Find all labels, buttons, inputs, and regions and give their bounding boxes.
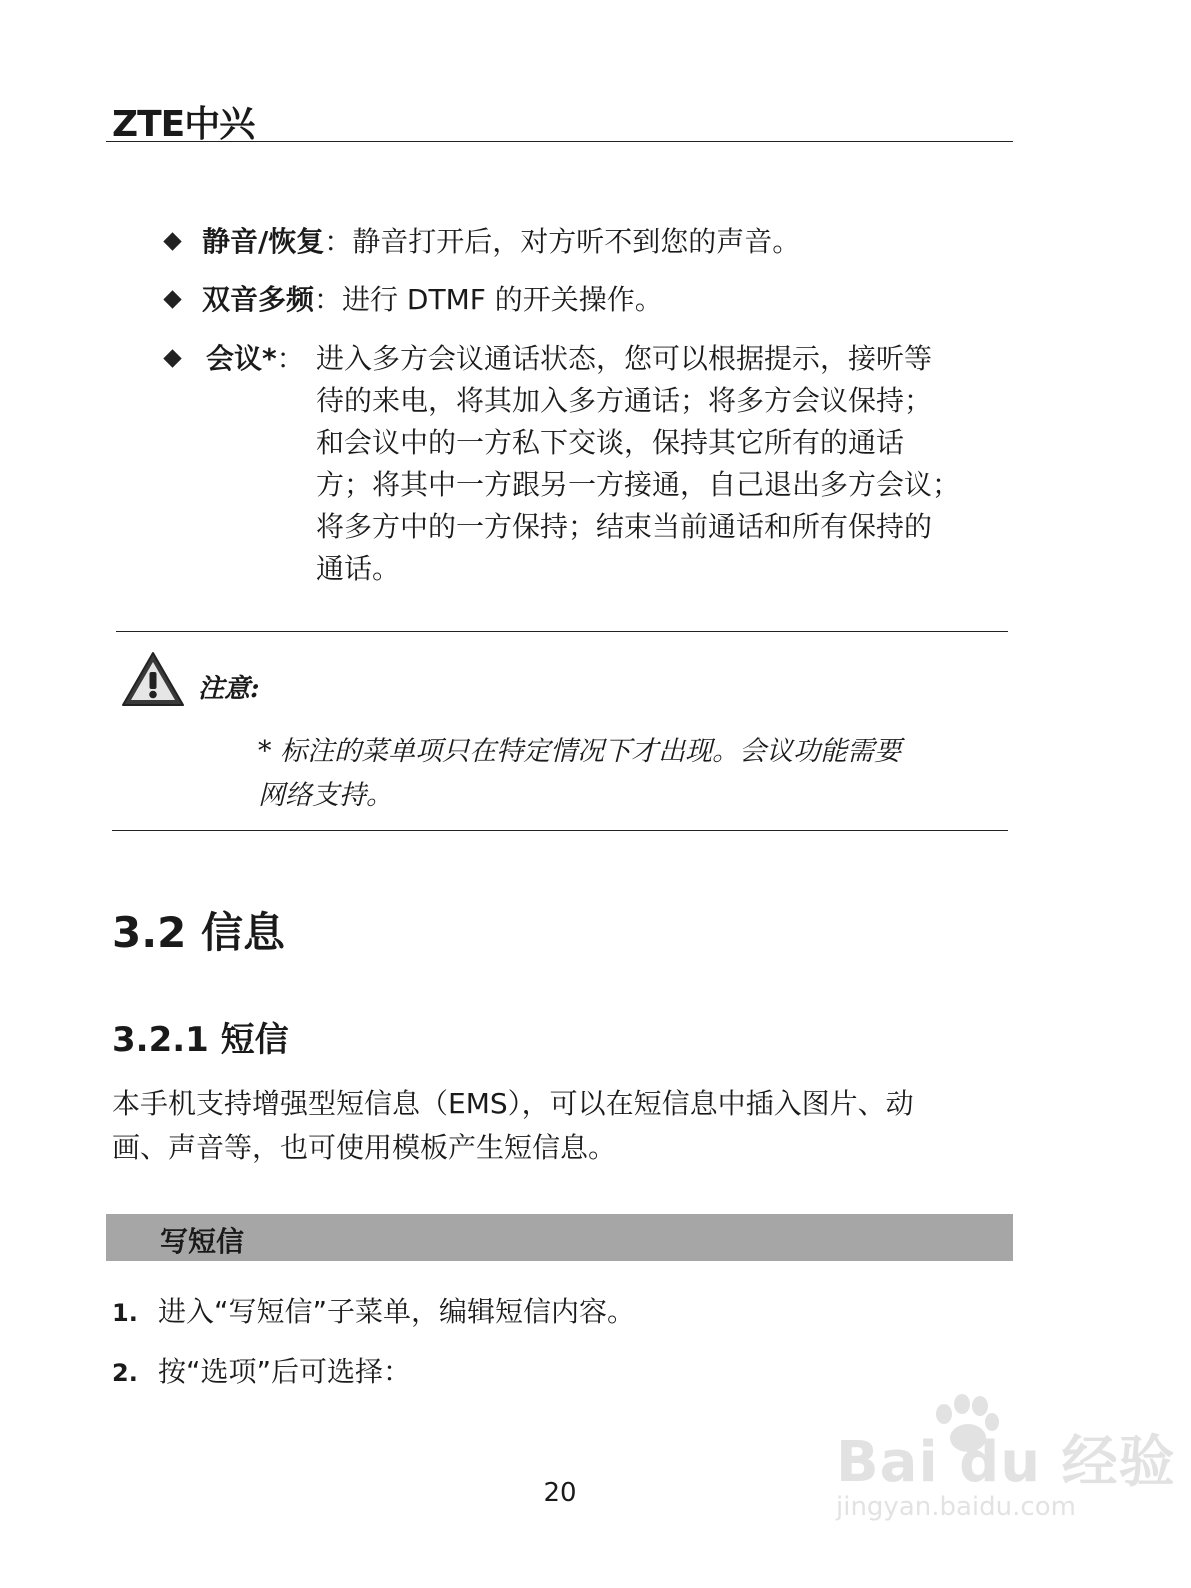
bullet-sep: ： — [276, 342, 305, 375]
bullet-conference-term — [206, 338, 305, 380]
note-line: * 标注的菜单项只在特定情况下才出现。会议功能需要 — [258, 736, 902, 767]
write-sms-bar — [106, 1214, 1013, 1261]
para-line: 本手机支持增强型短信息（EMS），可以在短信息中插入图片、动 — [112, 1087, 914, 1120]
bullet-conference-desc — [316, 338, 1016, 590]
bullet-diamond-icon — [163, 232, 181, 250]
step-item — [112, 1292, 635, 1333]
note-line: 网络支持。 — [258, 780, 393, 811]
step-item — [112, 1352, 411, 1393]
note-bottom-rule — [112, 830, 1008, 831]
warning-icon — [120, 650, 186, 708]
para-line: 画、声音等，也可使用模板产生短信息。 — [112, 1131, 617, 1164]
step-number: 2. — [112, 1359, 138, 1387]
bullet-term: 会议* — [206, 342, 277, 375]
intro-paragraph — [112, 1082, 1032, 1170]
desc-line: 通话。 — [316, 552, 401, 585]
bullet-desc: ：进行 DTMF 的开关操作。 — [314, 283, 663, 316]
bullet-diamond-icon — [163, 290, 181, 308]
desc-line: 和会议中的一方私下交谈，保持其它所有的通话 — [316, 426, 905, 459]
header-divider — [106, 141, 1013, 142]
bullet-desc: ：静音打开后，对方听不到您的声音。 — [324, 225, 801, 258]
page-number: 20 — [543, 1478, 577, 1508]
desc-line: 将多方中的一方保持；结束当前通话和所有保持的 — [316, 510, 933, 543]
desc-line: 待的来电，将其加入多方通话；将多方会议保持； — [316, 384, 933, 417]
note-label: 注意: — [198, 674, 260, 704]
step-text: 按“选项”后可选择： — [158, 1355, 412, 1388]
bullet-dtmf — [202, 279, 663, 321]
bullet-term: 静音/恢复 — [202, 225, 325, 258]
zte-logo: ZTE中兴 — [112, 104, 255, 145]
watermark-text: Bai du 经验 — [836, 1430, 1176, 1495]
bar-label: 写短信 — [160, 1225, 245, 1258]
bullet-diamond-icon — [163, 349, 181, 367]
bullet-mute — [202, 221, 800, 263]
bullet-term: 双音多频 — [202, 283, 315, 316]
note-text — [258, 730, 1018, 818]
subsection-heading: 3.2.1 短信 — [112, 1020, 289, 1060]
step-number: 1. — [112, 1299, 138, 1327]
watermark-url: jingyan.baidu.com — [836, 1492, 1076, 1522]
section-heading: 3.2 信息 — [112, 908, 286, 957]
note-top-rule — [116, 631, 1008, 632]
desc-line: 进入多方会议通话状态，您可以根据提示，接听等 — [316, 342, 933, 375]
baidu-watermark — [836, 1400, 1176, 1560]
desc-line: 方；将其中一方跟另一方接通，自己退出多方会议； — [316, 468, 961, 501]
step-text: 进入“写短信”子菜单，编辑短信内容。 — [158, 1295, 636, 1328]
